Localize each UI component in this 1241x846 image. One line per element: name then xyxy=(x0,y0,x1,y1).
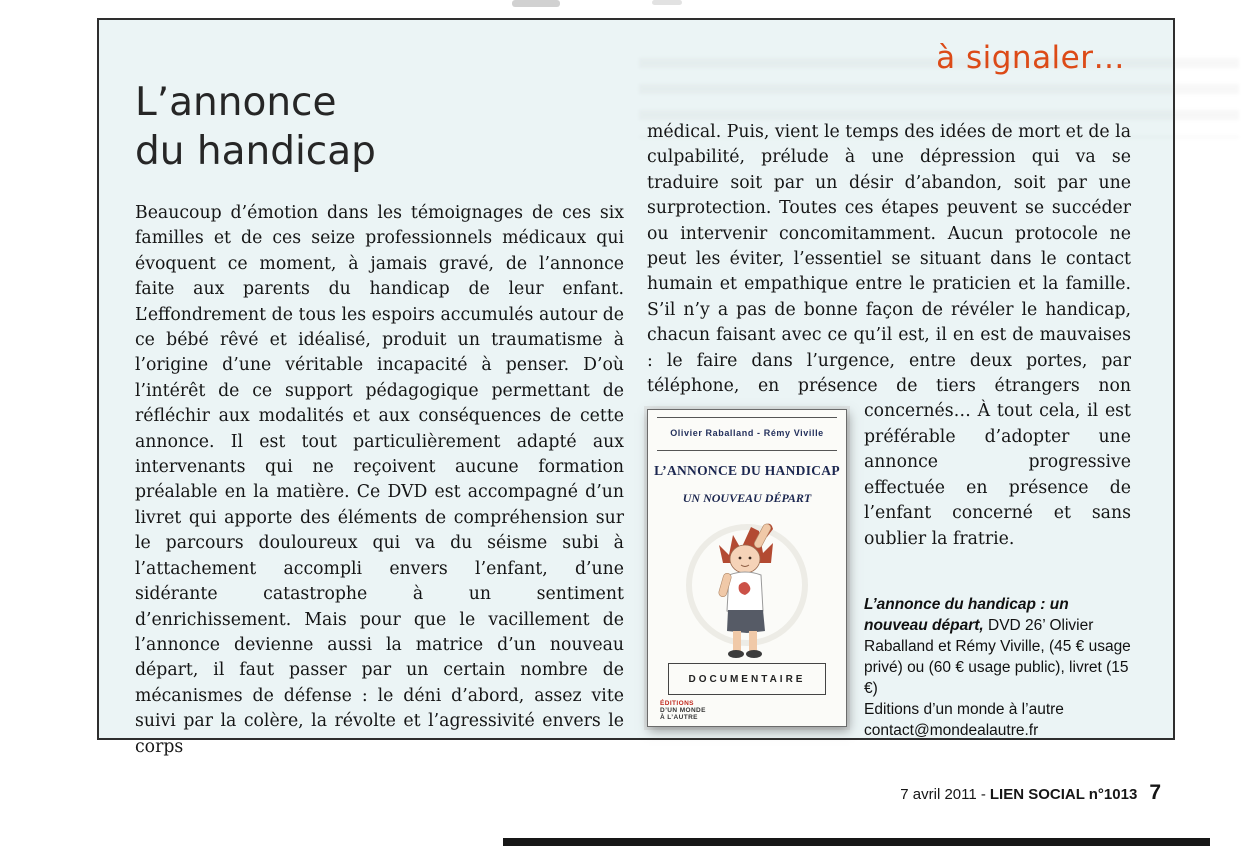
article-title xyxy=(135,78,376,176)
left-column xyxy=(135,201,624,760)
dvd-publisher-line3: À L’AUTRE xyxy=(660,714,698,722)
dvd-publisher-line2: D’UN MONDE xyxy=(660,707,706,715)
scan-artifact xyxy=(512,0,560,7)
child-illustration-icon xyxy=(681,515,813,661)
footer-journal: LIEN SOCIAL n°1013 xyxy=(989,786,1138,803)
article-title-line2: du handicap xyxy=(135,129,376,174)
footer-page-number: 7 xyxy=(1149,781,1161,804)
dvd-authors: Olivier Raballand - Rémy Viville xyxy=(657,417,837,450)
caption-body: DVD 26’ Olivier Raballand et Rémy Viville, (45 € usage privé) ou (60 € usage public), livret (15 €) xyxy=(864,616,1131,697)
article-title-line1: L’annonce xyxy=(135,80,337,125)
right-column-text-before: médical. Puis, vient le temps des idées de mort et de la culpabilité, prélude à une dépression qui va se traduire soit par un désir d’abandon, soit par une surprotection. Toutes ces étapes peuvent se succéder ou intervenir concomitamment. Aucun protocole ne peut les éviter, l’essentiel se situant dans le contact humain et empathique entre le praticien et la famille. S’il n’y a pas de bonne façon de révéler le handicap, chacun faisant avec ce qu’il est, il en est de mauvaises : le faire dans l’urgence, entre deux portes, par téléphone, en présence de tiers étrangers non concernés… À tout xyxy=(647,122,1131,422)
scan-artifact-bottom xyxy=(503,838,1210,846)
right-column xyxy=(647,120,1131,741)
dvd-subtitle: UN NOUVEAU DÉPART xyxy=(682,491,812,506)
page-footer xyxy=(900,781,1161,805)
caption-email: contact@mondealautre.fr xyxy=(864,721,1039,739)
dvd-cover xyxy=(647,409,847,727)
right-column-text-after: cela, il est préférable d’adopter une annonce progressive effectuée en présence de l’enfant concerné et sans oublier la fratrie. xyxy=(864,401,1131,549)
scan-artifact xyxy=(652,0,682,5)
page-frame xyxy=(97,18,1175,757)
dvd-cover-card xyxy=(647,409,847,727)
dvd-title: L’ANNONCE DU HANDICAP xyxy=(654,462,840,478)
footer-date: 7 avril 2011 - xyxy=(900,786,986,803)
caption-title: L’annonce du handicap : un nouveau départ, xyxy=(864,595,1069,634)
left-column-text: Beaucoup d’émotion dans les témoignages de ces six familles et de ces seize professionnels médicaux qui évoquent ce moment, à jamais gravé, de l’annonce faite aux parents du handicap de leur enfant. L’effondrement de tous les espoirs accumulés autour de ce bébé rêvé et idéalisé, produit un traumatisme à l’origine d’une véritable incapacité à penser. D’où l’intérêt de ce support pédagogique permettant de réfléchir aux modalités et aux conséquences de cette annonce. Il est tout particulièrement adapté aux intervenants qui ne reçoivent aucune formation préalable en la matière. Ce DVD est accompagné d’un livret qui apporte des éléments de compréhension sur le parcours douloureux qui va du séisme subi à l’attachement accompli envers l’enfant, d’une sidérante catastrophe à un sentiment d’enrichissement. Mais pour que le vacillement de l’annonce devienne aussi la matrice d’un nouveau départ, il faut passer par un certain nombre de mécanismes de défense : le déni d’abord, assez vite suivi par la colère, la révolte et l’agressivité envers le corps xyxy=(135,203,624,757)
caption-publisher: Editions d’un monde à l’autre xyxy=(864,700,1064,718)
dvd-genre: DOCUMENTAIRE xyxy=(668,663,826,695)
dvd-publisher-line1: ÉDITIONS xyxy=(660,700,694,708)
section-label: à signaler… xyxy=(936,40,1125,76)
dvd-publisher-logo xyxy=(660,700,840,721)
